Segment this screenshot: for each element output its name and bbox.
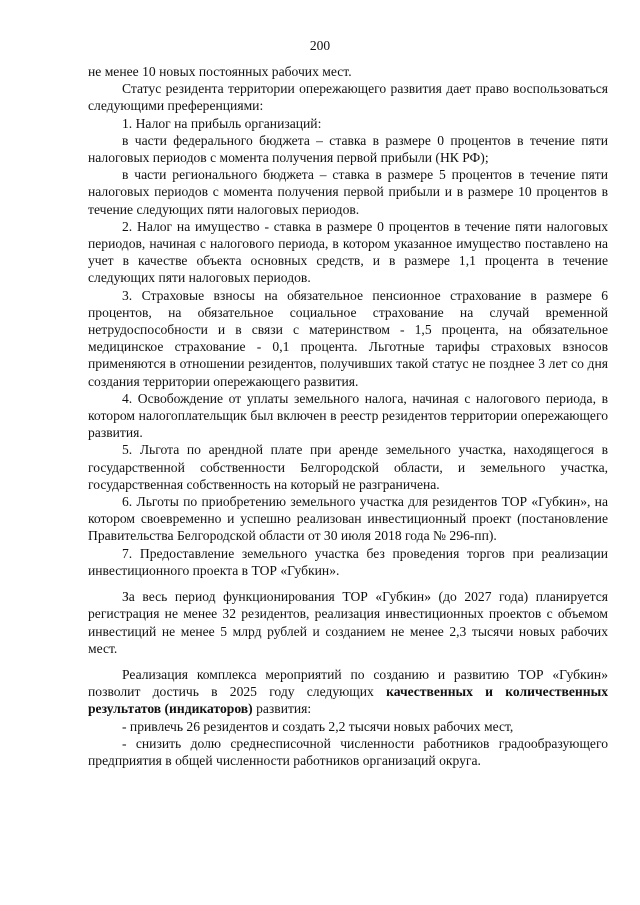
paragraph-land-without-auction: 7. Предоставление земельного участка без проведения торгов при реализации инвестиционного проекта в ТОР «Губкин». <box>88 545 608 578</box>
paragraph-insurance-contributions: 3. Страховые взносы на обязательное пенсионное страхование в размере 6 процентов, на обязательное социальное страхование на случай временной нетрудоспособности и в связи с материнством - 1,5 процента, на обязательное медицинское страхование - 0,1 процента. Льготные тарифы страховых взносов применяются в отношении резидентов, получивших такой статус не позднее 3 лет со дня создания территории опережающего развития. <box>88 287 608 389</box>
paragraph-regional-budget: в части регионального бюджета – ставка в размере 5 процентов в течение пяти налоговых периодов с момента получения первой прибыли и в размере 10 процентов в течение следующих пяти налоговых периодов. <box>88 167 608 217</box>
paragraph-reduce-share: - снизить долю среднесписочной численности работников градообразующего предприятия в общей численности работников организаций округа. <box>88 735 608 768</box>
paragraph-land-tax-exemption: 4. Освобождение от уплаты земельного налога, начиная с налогового периода, в котором налогоплательщик был включен в реестр резидентов территории опережающего развития. <box>88 390 608 441</box>
paragraph-jobs-continuation: не менее 10 новых постоянных рабочих мест. <box>88 64 352 79</box>
paragraph-planned-registration: За весь период функционирования ТОР «Губкин» (до 2027 года) планируется регистрация не менее 32 резидентов, реализация инвестиционных проектов с объемом инвестиций не менее 5 млрд рублей и созданием не менее 2,3 тысячи новых рабочих мест. <box>88 589 608 656</box>
paragraph-land-purchase-benefit: 6. Льготы по приобретению земельного участка для резидентов ТОР «Губкин», на котором своевременно и успешно реализован инвестиционный проект (постановление Правительства Белгородской области от 30 июля 2018 года № 296-пп). <box>88 494 608 544</box>
paragraph-resident-status: Статус резидента территории опережающего развития дает право воспользоваться следующими преференциями: <box>88 81 608 114</box>
paragraph-federal-budget: в части федерального бюджета – ставка в размере 0 процентов в течение пяти налоговых периодов с момента получения первой прибыли (НК РФ); <box>88 132 608 166</box>
paragraph-profit-tax-heading: 1. Налог на прибыль организаций: <box>122 115 322 131</box>
paragraph-attract-residents: - привлечь 26 резидентов и создать 2,2 тысячи новых рабочих мест, <box>122 718 514 734</box>
page-number: 200 <box>309 38 331 53</box>
paragraph-results-intro <box>88 666 608 718</box>
results-intro-tail: развития: <box>252 701 312 717</box>
results-intro-bold: качественных и количественных результатов (индикаторов) <box>88 684 608 717</box>
paragraph-rent-benefit: 5. Льгота по арендной плате при аренде земельного участка, находящегося в государственной собственности Белгородской области, и земельного участка, государственная собственность на который не разграничена. <box>88 442 608 492</box>
results-intro-text: Реализация комплекса мероприятий по созданию и развитию ТОР «Губкин» позволит достичь в 2025 году следующих <box>88 666 608 700</box>
document-body <box>88 63 608 769</box>
paragraph-property-tax: 2. Налог на имущество - ставка в размере 0 процентов в течение пяти налоговых периодов, начиная с налогового периода, в котором указанное имущество поставлено на учет в качестве объекта основных средств, и в размере 1,1 процента в течение следующих пяти налоговых периодов. <box>88 218 608 286</box>
